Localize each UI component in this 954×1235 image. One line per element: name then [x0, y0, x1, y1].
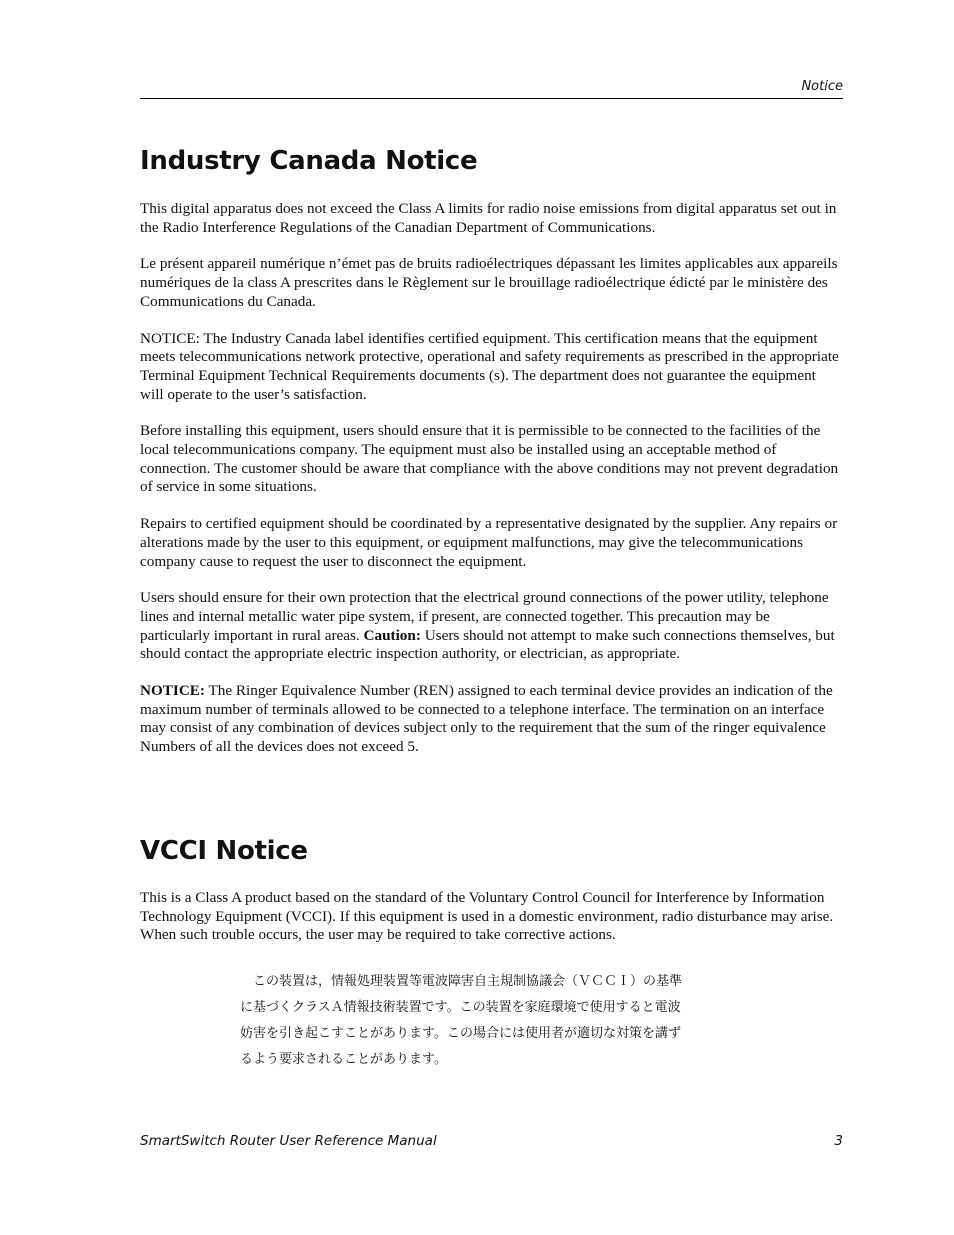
industry-canada-heading: Industry Canada Notice	[140, 146, 478, 176]
page-number: 3	[834, 1133, 843, 1149]
vcci-body	[140, 889, 843, 963]
running-header: Notice	[140, 79, 843, 99]
paragraph-ren	[140, 682, 843, 757]
grounding-text: Users should ensure for their own protection that the electrical ground connections of the power utility, telephone lines and internal metallic water pipe system, if present, are connected together. This precaution may be particularly important in rural areas.	[140, 589, 829, 644]
vcci-japanese-statement: この装置は，情報処理装置等電波障害自主規制協議会（ＶＣＣＩ）の基準 に基づくクラスＡ情報技術装置です。この装置を家庭環境で使用すると電波 妨害を引き起こすことがあります。この場合には使用者が適切な対策を講ず るよう要求されることがあります。	[240, 974, 683, 1067]
vcci-paragraph: This is a Class A product based on the standard of the Voluntary Control Council for Interference by Information Technology Equipment (VCCI). If this equipment is used in a domestic environment, radio disturbance may arise. When such trouble occurs, the user may be required to take corrective actions.	[140, 889, 834, 944]
notice-label: NOTICE:	[140, 682, 205, 700]
paragraph-repairs: Repairs to certified equipment should be coordinated by a representative designated by the supplier. Any repairs or alterations made by the user to this equipment, or equipment malfunctions, may give the telecommunications company cause to request the user to disconnect the equipment.	[140, 515, 838, 570]
caution-label: Caution:	[363, 626, 421, 644]
industry-canada-body	[140, 200, 843, 775]
paragraph-grounding	[140, 589, 843, 664]
vcci-heading: VCCI Notice	[140, 836, 308, 866]
ren-text: The Ringer Equivalence Number (REN) assigned to each terminal device provides an indication of the maximum number of terminals allowed to be connected to a telephone interface. The termination on an interface may consist of any combination of devices subject only to the requirement that the sum of the ringer equivalence Numbers of all the devices does not exceed 5.	[140, 682, 833, 756]
footer-manual-title: SmartSwitch Router User Reference Manual	[140, 1133, 437, 1149]
paragraph-installation: Before installing this equipment, users should ensure that it is permissible to be connected to the facilities of the local telecommunications company. The equipment must also be installed using an acceptable method of connection. The customer should be aware that compliance with the above conditions may not prevent degradation of service in some situations.	[140, 422, 839, 496]
paragraph: This digital apparatus does not exceed the Class A limits for radio noise emissions from digital apparatus set out in the Radio Interference Regulations of the Canadian Department of Communications.	[140, 200, 837, 236]
footer	[140, 1133, 843, 1149]
paragraph-french: Le présent appareil numérique n’émet pas de bruits radioélectriques dépassant les limites applicables aux appareils numériques de la class A prescrites dans le Règlement sur le brouillage radioélectrique édicté par le ministère des Communications du Canada.	[140, 255, 838, 310]
paragraph-label-notice: NOTICE: The Industry Canada label identifies certified equipment. This certification means that the equipment meets telecommunications network protective, operational and safety requirements as prescribed in the appropriate Terminal Equipment Technical Requirements documents (s). The department does not guarantee the equipment will operate to the user’s satisfaction.	[140, 329, 839, 403]
caution-text: Users should not attempt to make such connections themselves, but should contact the appropriate electric inspection authority, or electrician, as appropriate.	[140, 626, 835, 663]
